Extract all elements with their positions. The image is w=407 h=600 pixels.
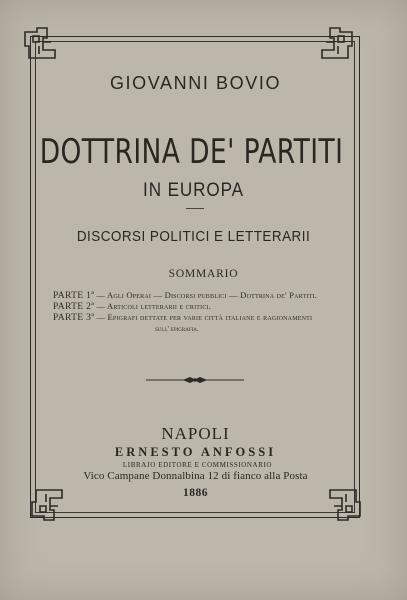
part-text: — Epigrafi dettate per varie città italiane e ragionamenti xyxy=(96,312,313,322)
greek-key-corner-icon xyxy=(23,26,57,60)
summary-item xyxy=(53,301,353,312)
part-label: PARTE 2ª xyxy=(53,301,95,312)
summary-item xyxy=(53,312,353,323)
rule-ornament-icon xyxy=(146,376,244,384)
imprint-city: NAPOLI xyxy=(161,424,230,443)
summary-heading: SOMMARIO xyxy=(168,268,239,280)
summary-list xyxy=(53,290,353,334)
part-label: PARTE 3ª xyxy=(53,312,95,323)
part-label: PARTE 1ª xyxy=(53,290,95,301)
imprint-address: Vico Campane Donnalbina 12 di fianco alla Posta xyxy=(83,470,308,482)
imprint-publisher-role: LIBRAJO EDITORE E COMMISSIONARIO xyxy=(122,461,273,469)
book-subtitle: IN EUROPA xyxy=(143,180,244,201)
book-subtitle-secondary: DISCORSI POLITICI E LETTERARII xyxy=(76,228,311,245)
book-title: DOTTRINA DE' PARTITI xyxy=(39,132,344,172)
part-text: — Articoli letterarii e critici. xyxy=(96,301,212,311)
imprint-year: 1886 xyxy=(183,487,208,499)
summary-item xyxy=(53,290,353,301)
divider xyxy=(186,208,204,209)
greek-key-corner-icon xyxy=(320,26,354,60)
part-text-continuation: sull' epigrafia. xyxy=(155,324,199,333)
imprint-publisher: ERNESTO ANFOSSI xyxy=(114,445,277,459)
part-text: — Agli Operai — Discorsi pubblici — Dottrina de' Partiti. xyxy=(96,290,317,300)
author-name: GIOVANNI BOVIO xyxy=(109,73,282,93)
